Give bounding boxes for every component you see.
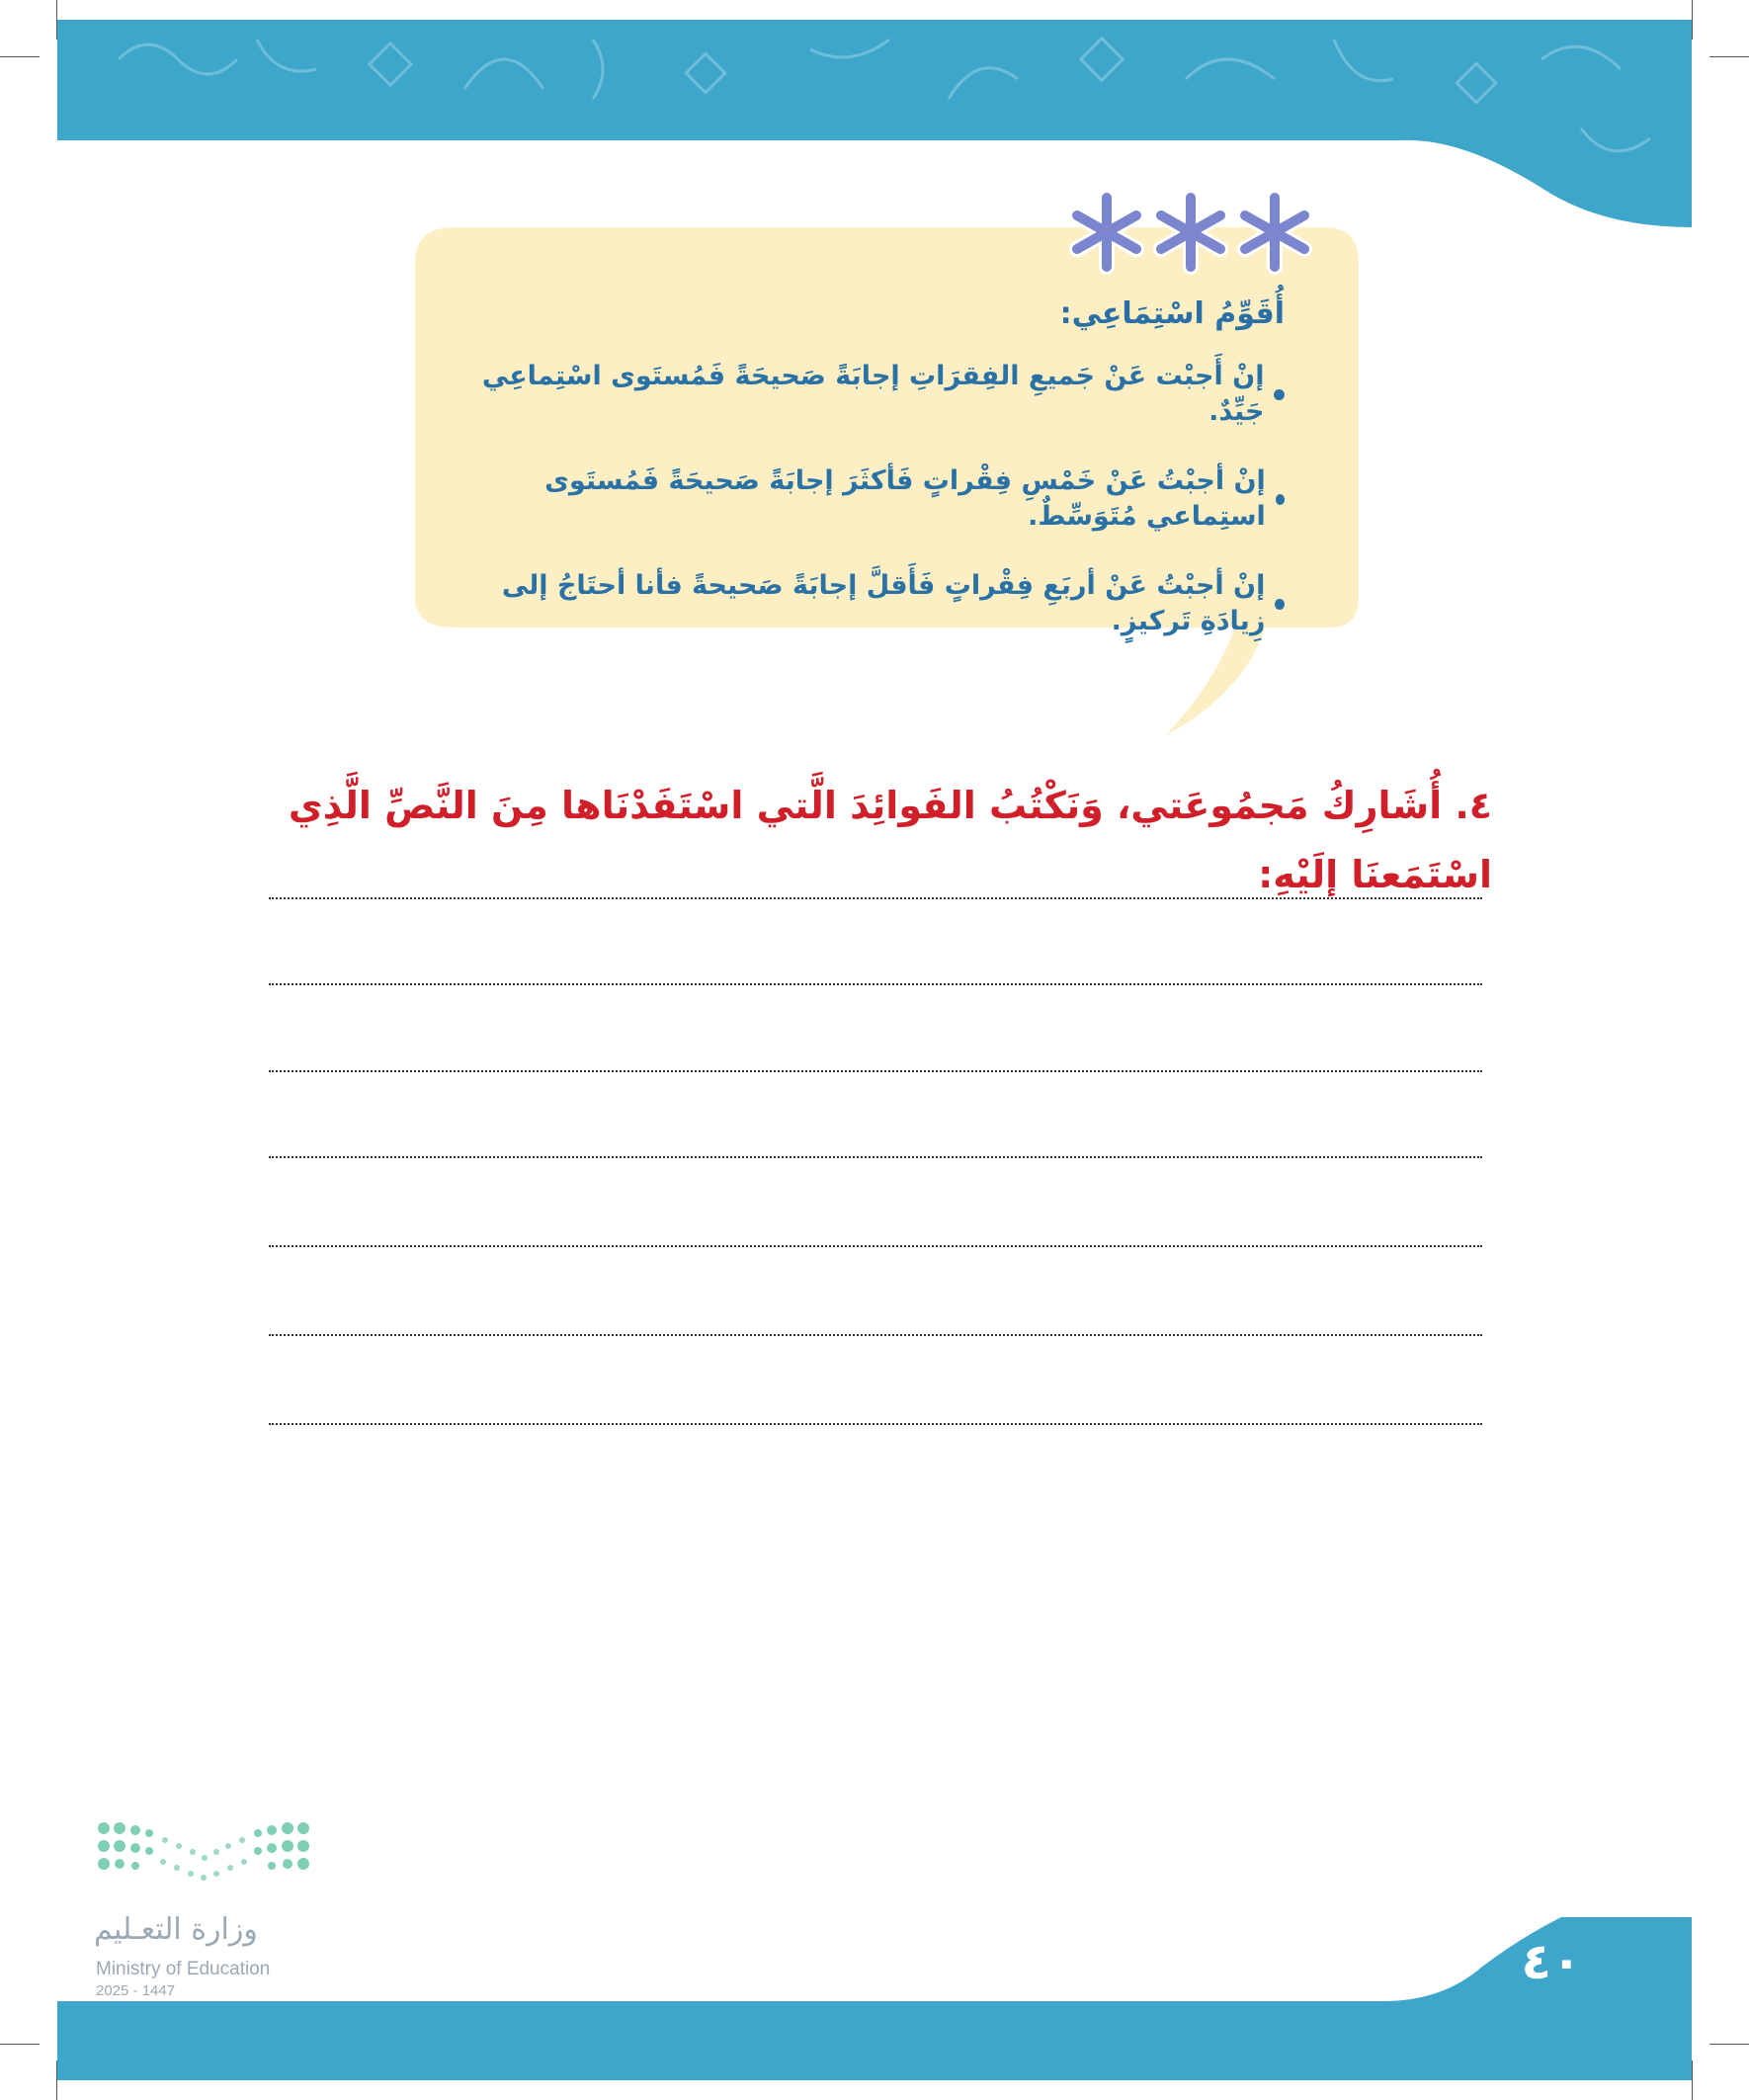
- answer-line[interactable]: [269, 1334, 1482, 1336]
- assessment-item-text: إنْ أجبْتُ عَنْ أربَعِ فِقْراتٍ فَأَقلَّ إجابَةً صَحيحةً فأنا أحتَاجُ إلى زِيادَةِ تَركيزٍ.: [501, 570, 1266, 636]
- list-item: [455, 463, 1285, 535]
- answer-line[interactable]: [269, 1423, 1482, 1425]
- ministry-name-english: Ministry of Education: [96, 1959, 271, 1979]
- list-item: [455, 359, 1285, 430]
- answer-line[interactable]: [269, 1070, 1482, 1072]
- list-item: [455, 568, 1285, 639]
- answer-line[interactable]: [269, 1156, 1482, 1158]
- bullet-icon: [1276, 494, 1285, 505]
- assessment-item-text: إنْ أجبْتُ عَنْ خَمْسِ فِقْراتٍ فَأكثَرَ إجابَةً صَحيحَةً فَمُستَوى استِماعي مُتَوَسِّطٌ.: [544, 465, 1266, 532]
- answer-line[interactable]: [269, 897, 1482, 899]
- assessment-title: أُقَوِّمُ اسْتِمَاعِي:: [1059, 296, 1285, 331]
- stars-icon: [1062, 183, 1319, 282]
- ministry-year: 2025 - 1447: [96, 1982, 176, 1999]
- bullet-icon: [1274, 389, 1285, 400]
- assessment-item-text: إنْ أَجبْت عَنْ جَميعِ الفِقرَاتِ إجابَةً صَحيحَةً فَمُستَوى اسْتِماعِي جَيِّدٌ.: [481, 361, 1265, 427]
- question-heading: ٤. أُشَارِكُ مَجمُوعَتي، وَنَكْتُبُ الفَوائِدَ الَّتي اسْتَفَدْنَاها مِنَ النَّصِّ الَّذِي اسْتَمَعنَا إلَيْهِ:: [288, 784, 1492, 896]
- header-band: [0, 0, 1749, 237]
- answer-line[interactable]: [269, 983, 1482, 985]
- answer-line[interactable]: [269, 1245, 1482, 1247]
- ministry-name-arabic: وزارة التعـليم: [94, 1912, 258, 1947]
- assessment-content: [455, 296, 1285, 636]
- bullet-icon: [1275, 599, 1285, 610]
- page-number: ٤٠: [1521, 1933, 1582, 1990]
